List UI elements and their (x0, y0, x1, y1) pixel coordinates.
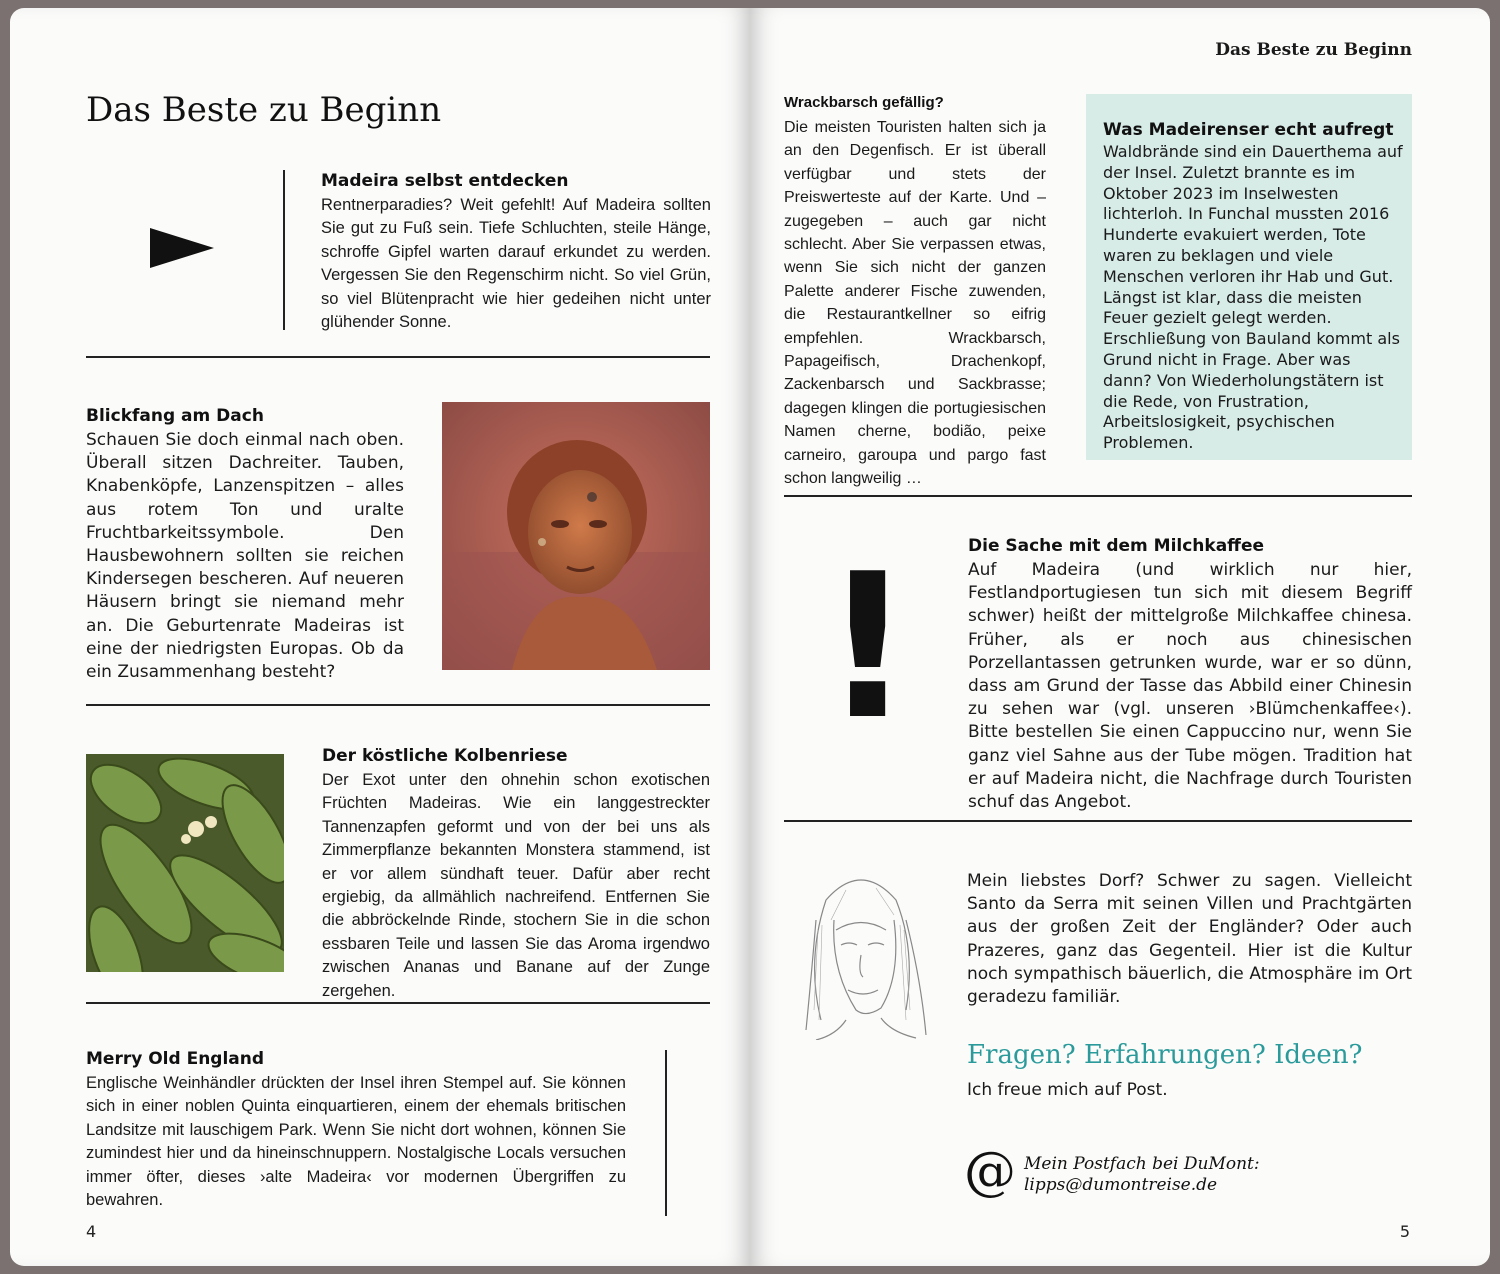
terracotta-figure-photo (442, 402, 710, 670)
section-text: Englische Weinhändler drückten der Insel ihren Stempel auf. Sie können sich in einer noblen Quinta einquartieren, einem der ehemals britischen Landsitze mit lauschigem Park. Wenn Sie nicht dort wohnen, können Sie zumindest hier und da hineinschnuppern. Nostalgische Locals versuchen immer öfter, dieses ›alte Madeira‹ vor modernen Übergriffen zu bewahren. (86, 1074, 626, 1210)
exclamation-icon: ! (822, 531, 914, 764)
vertical-divider (283, 170, 285, 330)
horizontal-rule (86, 704, 710, 706)
running-head: Das Beste zu Beginn (1215, 40, 1412, 60)
questions-heading: Fragen? Erfahrungen? Ideen? (967, 1040, 1363, 1070)
page-number: 5 (1399, 1222, 1410, 1241)
author-portrait-sketch (786, 860, 936, 1040)
section-heading: Die Sache mit dem Milchkaffee (968, 536, 1265, 556)
section-text: Die meisten Touristen halten sich ja an den Degenfisch. Er ist überall verfügbar und stets der Preiswerteste auf der Karte. Und – zugegeben – auch gar nicht schlecht. Aber Sie verpassen etwas, wenn Sie sich nicht der ganzen Palette anderer Fische zuwenden, die Restaurantkellner so eifrig empfehlen. Wrackbarsch, Papageifisch, Drachenkopf, Zackenbarsch und Sackbrasse; dagegen klingen die portugiesischen Namen cherne, bodião, peixe carneiro, garoupa und pargo fast schon langweilig … (784, 119, 1046, 488)
section-heading: Merry Old England (86, 1049, 265, 1069)
mailbox-label: Mein Postfach bei DuMont: (1024, 1154, 1260, 1174)
section-text: Auf Madeira (und wirklich nur hier, Festlandportugiesen tun sich mit diesem Begriff schwer) heißt der mittelgroße Milchkaffee chinesa. Früher, als er noch aus chinesischen Porzellantassen getrunken wurde, war er so dünn, dass am Grund der Tasse das Abbild einer Chinesin zu sehen war (vgl. unseren ›Blümchenkaffee‹). Bitte bestellen Sie einen Cappuccino nur, wenn Sie ganz viel Sahne aus der Tube mögen. Tradition hat er auf Madeira nicht, die Nachfrage durch Touristen schuf das Angebot. (968, 560, 1412, 813)
author-text: Mein liebstes Dorf? Schwer zu sagen. Vielleicht Santo da Serra mit seinen Villen und Prachtgärten aus der großen Zeit der Engländer? Oder auch Prazeres, ganz das Gegenteil. Hier ist die Kultur noch sympathisch bäuerlich, die Atmosphäre im Ort geradezu familiär. (967, 871, 1412, 1008)
info-box-heading: Was Madeirenser echt aufregt (1103, 120, 1394, 140)
email-link[interactable]: lipps@dumontreise.de (1024, 1175, 1218, 1195)
invite-text: Ich freue mich auf Post. (967, 1080, 1168, 1100)
horizontal-rule (86, 1002, 710, 1004)
section-heading: Blickfang am Dach (86, 406, 264, 426)
info-box (1086, 94, 1412, 460)
horizontal-rule (784, 495, 1412, 497)
arrow-icon (146, 224, 218, 272)
horizontal-rule (784, 820, 1412, 822)
section-text: Der Exot unter den ohnehin schon exotischen Früchten Madeiras. Wie ein langgestreckter Tannenzapfen geformt und von der bei uns als Zimmerpflanze bekannten Monstera stammend, ist er vor allem sündhaft teuer. Dafür aber recht ergiebig, da allmählich nachreifend. Entfernen Sie die abbröckelnde Rinde, stochern Sie in die schon essbaren Teile und lassen Sie das Aroma irgendwo zwischen Ananas und Banane auf der Zunge zergehen. (322, 771, 710, 1000)
section-heading: Wrackbarsch gefällig? (784, 94, 944, 111)
page-number: 4 (86, 1222, 97, 1241)
page-title: Das Beste zu Beginn (86, 90, 442, 130)
monstera-fruit-photo (86, 754, 284, 972)
section-heading: Madeira selbst entdecken (321, 171, 569, 191)
section-text: Rentnerparadies? Weit gefehlt! Auf Madeira sollten Sie gut zu Fuß sein. Tiefe Schluchten, steile Hänge, schroffe Gipfel warten darauf erkundet zu werden. Vergessen Sie den Regenschirm nicht. So viel Grün, so viel Blütenpracht wie hier gedeihen nicht unter glühender Sonne. (321, 196, 711, 332)
section-text: Schauen Sie doch einmal nach oben. Überall sitzen Dachreiter. Tauben, Knabenköpfe, Lanzenspitzen – alles aus rotem Ton und uralte Fruchtbarkeitssymbole. Den Hausbewohnern sollten sie reichen Kindersegen bescheren. Auf neueren Häusern bringt sie niemand mehr an. Die Geburtenrate Madeiras ist eine der niedrigsten Europas. Ob da ein Zusammenhang besteht? (86, 430, 404, 683)
vertical-divider (665, 1050, 667, 1216)
left-page (10, 8, 750, 1266)
at-icon: @ (964, 1142, 1016, 1202)
horizontal-rule (86, 356, 710, 358)
info-box-text: Waldbrände sind ein Dauerthema auf der Insel. Zuletzt brannte es im Oktober 2023 im Inselwesten lichterloh. In Funchal mussten 2016 Hunderte evakuiert werden, Tote waren zu beklagen und viele Menschen verloren ihr Hab und Gut. Längst ist klar, dass die meisten Feuer gezielt gelegt werden. Erschließung von Bauland kommt als Grund nicht in Frage. Aber was dann? Von Wiederholungstätern ist die Rede, von Frustration, Arbeitslosigkeit, psychischen Problemen. (1103, 142, 1403, 453)
right-page (750, 8, 1490, 1266)
section-heading: Der köstliche Kolbenriese (322, 746, 568, 766)
